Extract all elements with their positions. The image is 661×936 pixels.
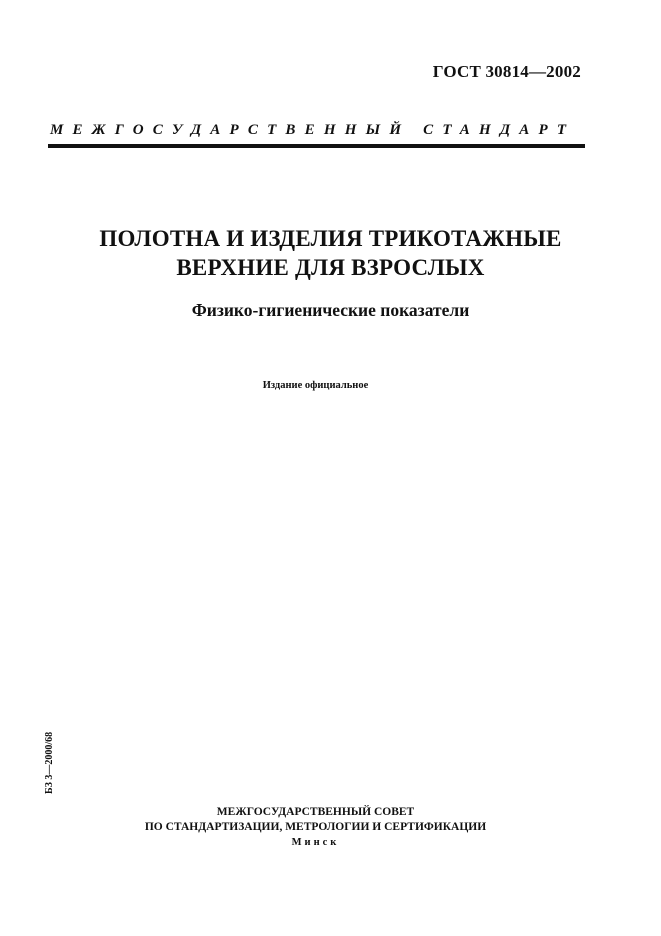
document-subtitle: Физико-гигиенические показатели xyxy=(191,300,470,320)
document-title xyxy=(0,224,661,282)
standard-type-heading: МЕЖГОСУДАРСТВЕННЫЙ СТАНДАРТ xyxy=(50,122,576,138)
document-code: ГОСТ 30814—2002 xyxy=(432,62,581,81)
publisher-line-1: МЕЖГОСУДАРСТВЕННЫЙ СОВЕТ xyxy=(216,806,415,818)
publisher-block xyxy=(0,805,631,850)
title-line-1: ПОЛОТНА И ИЗДЕЛИЯ ТРИКОТАЖНЫЕ xyxy=(99,226,562,251)
publisher-line-2: ПО СТАНДАРТИЗАЦИИ, МЕТРОЛОГИИ И СЕРТИФИКАЦИИ xyxy=(144,821,487,833)
title-line-2: ВЕРХНИЕ ДЛЯ ВЗРОСЛЫХ xyxy=(176,255,485,280)
header-rule xyxy=(48,144,585,148)
publisher-city: Минск xyxy=(291,837,340,848)
edition-note: Издание официальное xyxy=(262,380,369,391)
side-registration-note: БЗ 3—2000/68 xyxy=(44,731,55,794)
